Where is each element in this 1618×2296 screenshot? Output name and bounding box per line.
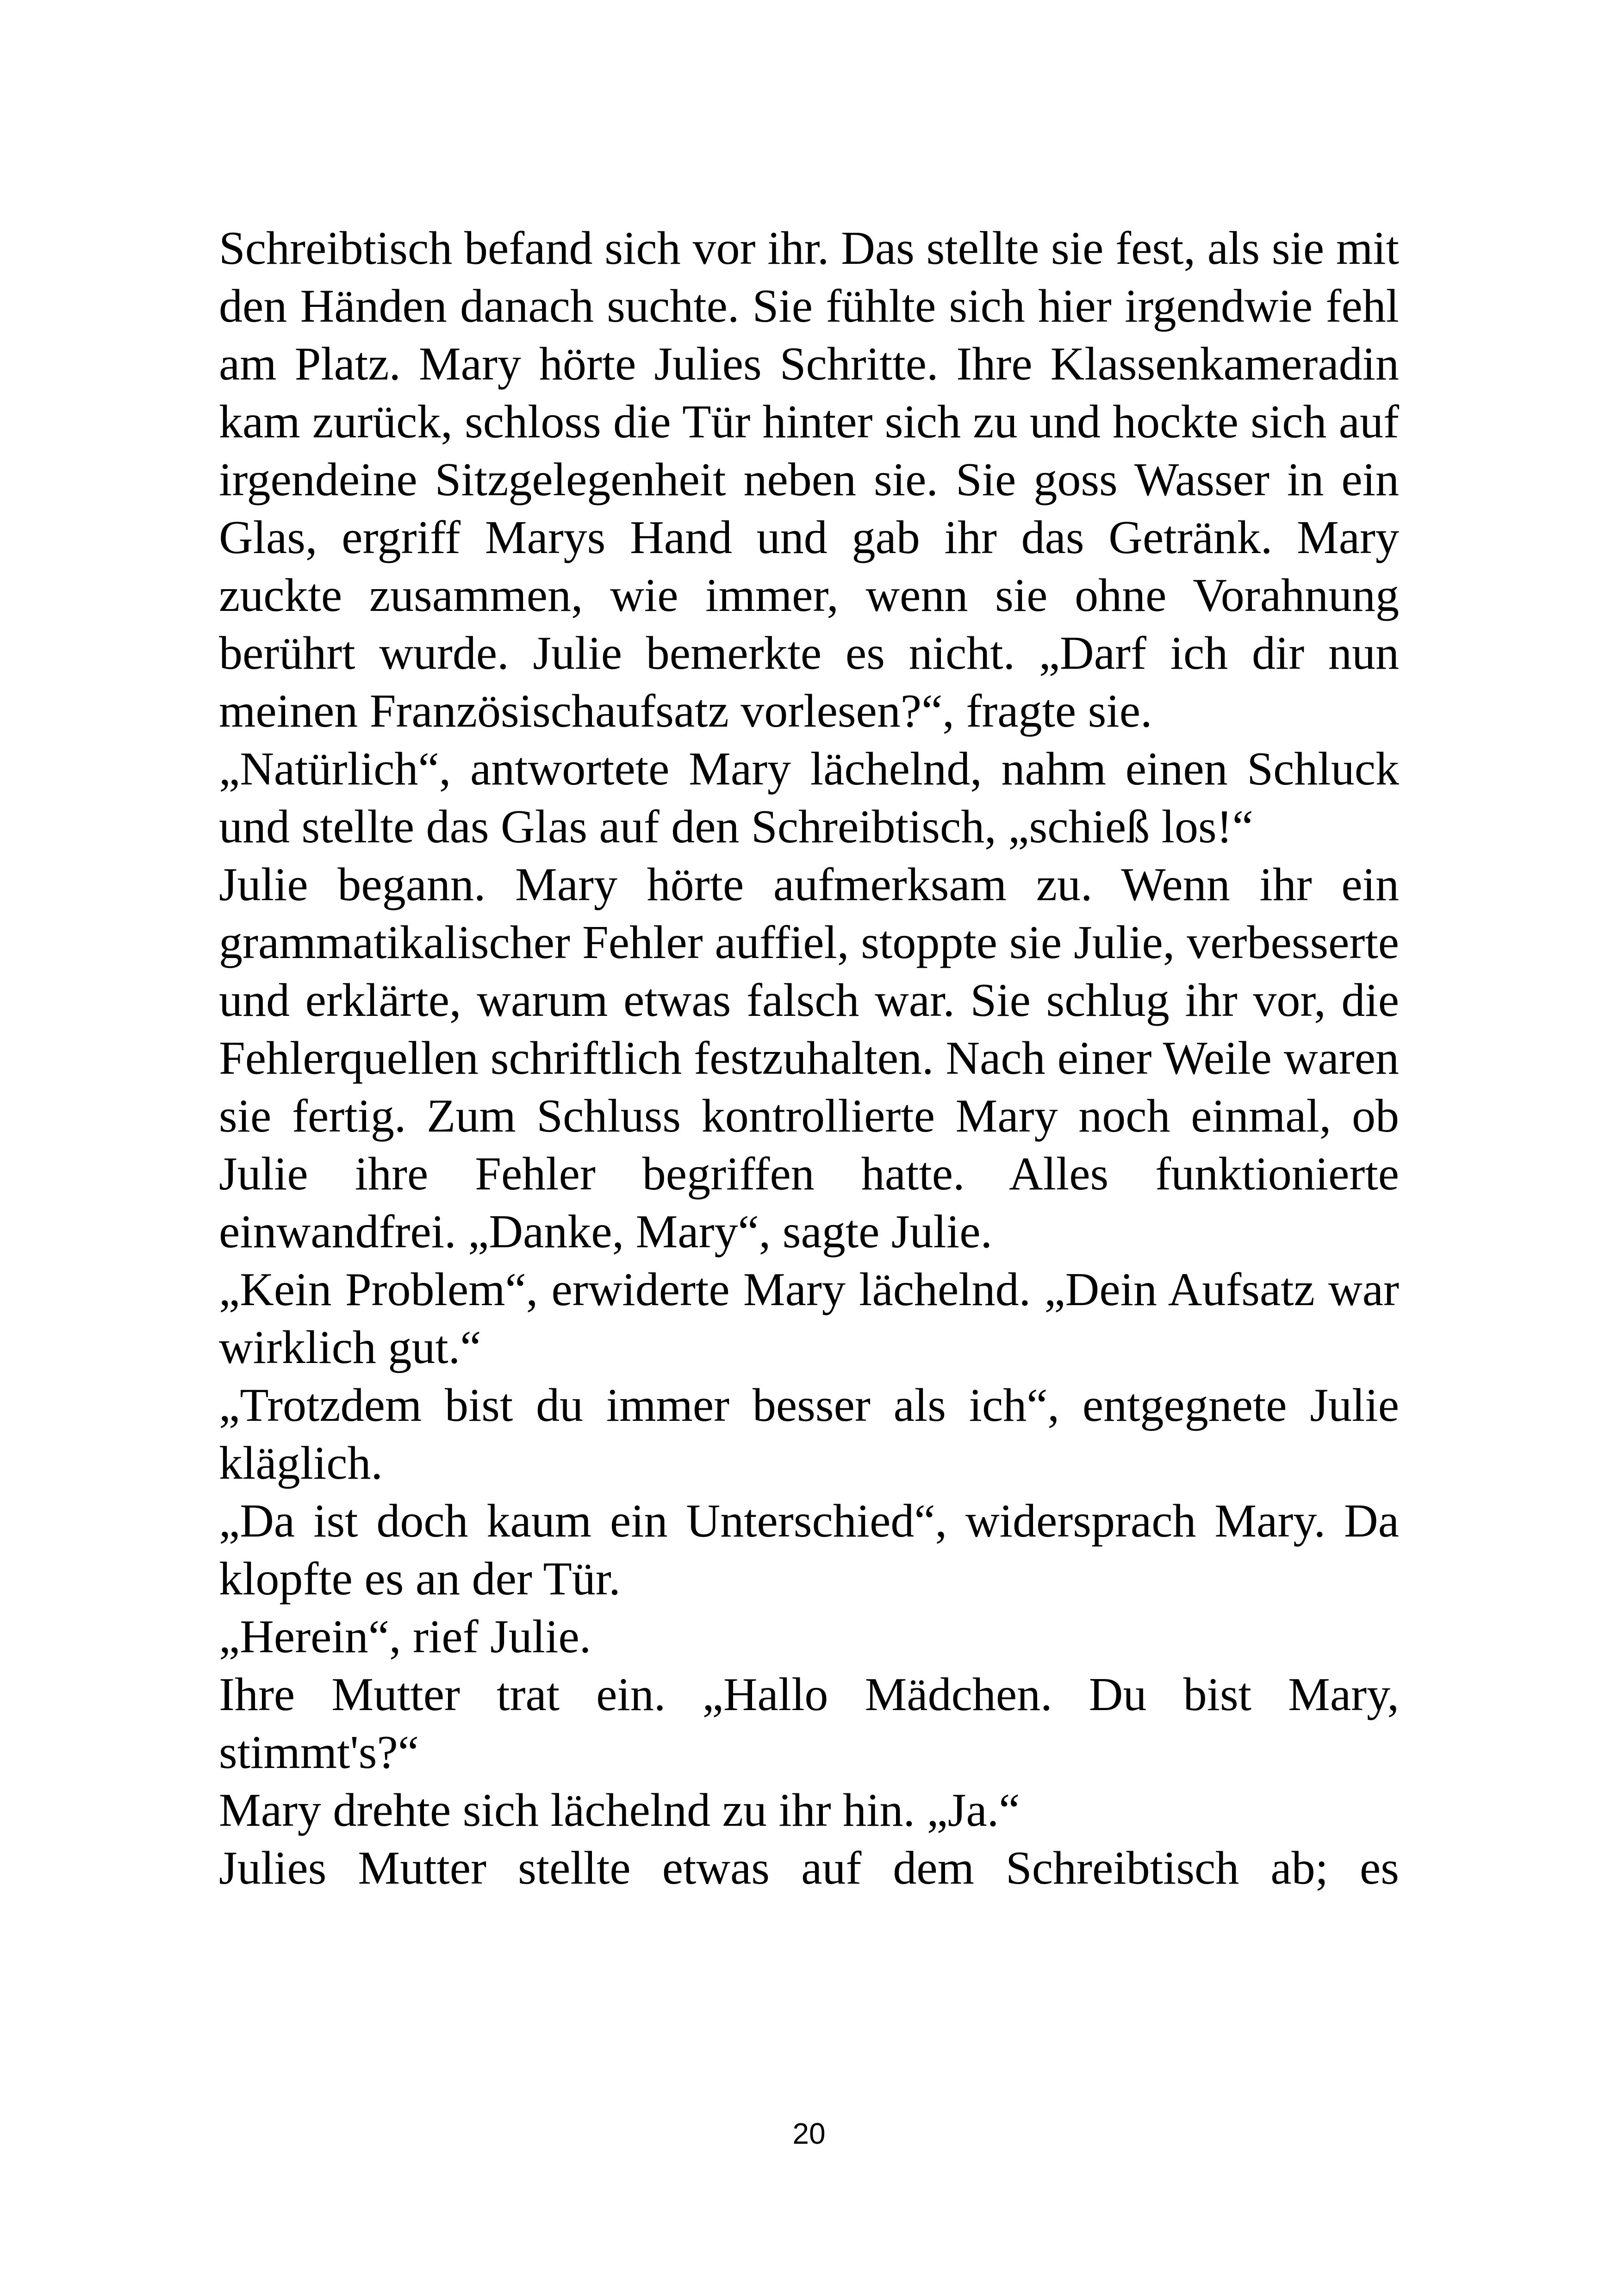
paragraph-9: Mary drehte sich lächelnd zu ihr hin. „Ja.“ [219, 1784, 1020, 1836]
paragraph-4: „Kein Problem“, erwiderte Mary lächelnd. „Dein Aufsatz war wirklich gut.“ [219, 1263, 1399, 1374]
paragraph-3: Julie begann. Mary hörte aufmerksam zu. Wenn ihr ein grammatikalischer Fehler auffiel, stoppte sie Julie, verbesserte und erklärte, warum etwas falsch war. Sie schlug ihr vor, die Fehlerquellen schriftlich festzuhalten. Nach einer Weile waren sie fertig. Zum Schluss kontrollierte Mary noch einmal, ob Julie ihre Fehler begriffen hatte. Alles funktionierte einwandfrei. „Danke, Mary“, sagte Julie. [219, 859, 1399, 1258]
page-number: 20 [792, 2117, 826, 2150]
paragraph-5: „Trotzdem bist du immer besser als ich“, entgegnete Julie kläglich. [219, 1379, 1399, 1489]
paragraph-7: „Herein“, rief Julie. [219, 1611, 591, 1663]
body-text [219, 219, 1399, 1897]
paragraph-8: Ihre Mutter trat ein. „Hallo Mädchen. Du bist Mary, stimmt's?“ [219, 1668, 1399, 1779]
paragraph-1: Schreibtisch befand sich vor ihr. Das stellte sie fest, als sie mit den Händen danach suchte. Sie fühlte sich hier irgendwie fehl am Platz. Mary hörte Julies Schritte. Ihre Klassenkameradin kam zurück, schloss die Tür hinter sich zu und hockte sich auf irgendeine Sitzgelegenheit neben sie. Sie goss Wasser in ein Glas, ergriff Marys Hand und gab ihr das Getränk. Mary zuckte zusammen, wie immer, wenn sie ohne Vorahnung berührt wurde. Julie bemerkte es nicht. „Darf ich dir nun meinen Französischaufsatz vorlesen?“, fragte sie. [219, 222, 1399, 737]
paragraph-2: „Natürlich“, antwortete Mary lächelnd, nahm einen Schluck und stellte das Glas auf den Schreibtisch, „schieß los!“ [219, 743, 1399, 853]
paragraph-10: Julies Mutter stellte etwas auf dem Schreibtisch ab; es [219, 1842, 1399, 1894]
paragraph-6: „Da ist doch kaum ein Unterschied“, widersprach Mary. Da klopfte es an der Tür. [219, 1495, 1399, 1605]
